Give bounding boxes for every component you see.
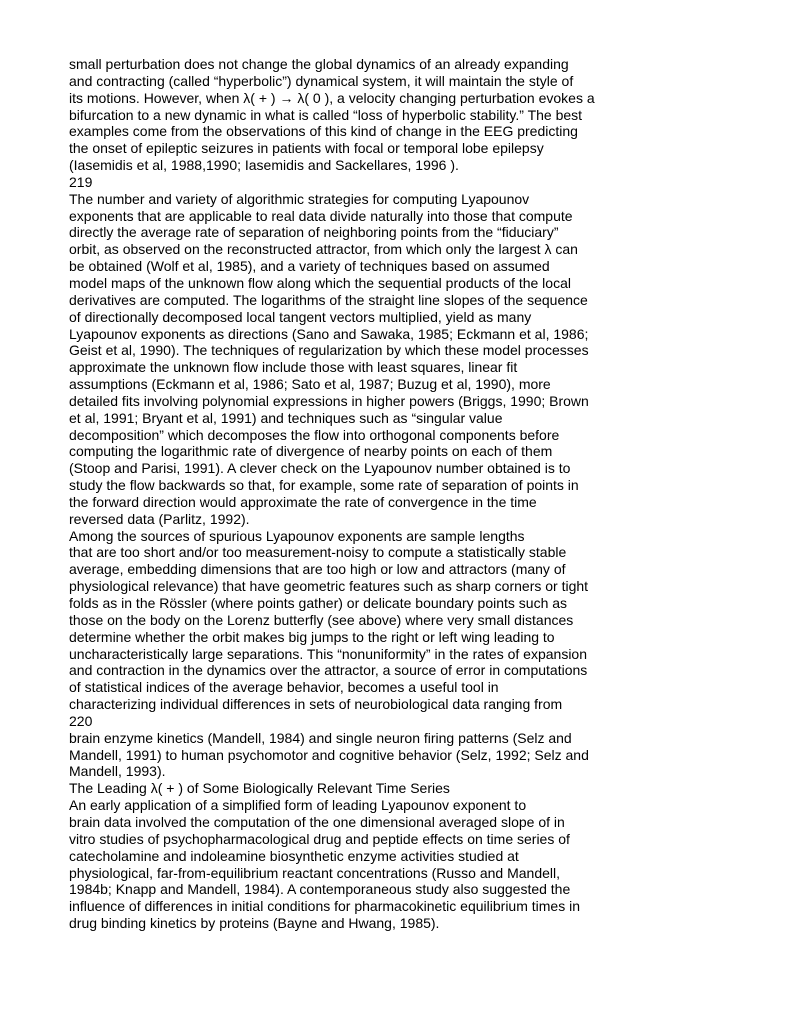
text-line: and contracting (called “hyperbolic”) dynamical system, it will maintain the style of	[69, 72, 574, 89]
text-line: physiological relevance) that have geometric features such as sharp corners or tight	[69, 578, 589, 595]
text-line: its motions. However, when λ( + ) → λ( 0 ), a velocity changing perturbation evokes a	[69, 89, 595, 106]
text-line: An early application of a simplified form of leading Lyapounov exponent to	[69, 797, 527, 814]
text-line: Lyapounov exponents as directions (Sano and Sawaka, 1985; Eckmann et al, 1986;	[69, 325, 589, 342]
text-line: brain data involved the computation of the one dimensional averaged slope of in	[69, 813, 565, 830]
text-line: approximate the unknown flow include those with least squares, linear fit	[69, 359, 518, 376]
text-line: Geist et al, 1990). The techniques of regularization by which these model processes	[69, 342, 589, 359]
text-line: the forward direction would approximate the rate of convergence in the time	[69, 493, 537, 510]
text-line: brain enzyme kinetics (Mandell, 1984) and single neuron firing patterns (Selz and	[69, 729, 572, 746]
text-line: be obtained (Wolf et al, 1985), and a variety of techniques based on assumed	[69, 258, 550, 275]
text-line: examples come from the observations of this kind of change in the EEG predicting	[69, 123, 578, 140]
text-line: computing the logarithmic rate of divergence of nearby points on each of them	[69, 443, 553, 460]
text-line: et al, 1991; Bryant et al, 1991) and techniques such as “singular value	[69, 409, 503, 426]
text-line: 219	[69, 173, 93, 190]
text-line: The number and variety of algorithmic strategies for computing Lyapounov	[69, 190, 530, 207]
text-line: detailed fits involving polynomial expressions in higher powers (Briggs, 1990; Brown	[69, 392, 589, 409]
text-line: physiological, far-from-equilibrium reactant concentrations (Russo and Mandell,	[69, 864, 561, 881]
text-line: assumptions (Eckmann et al, 1986; Sato et al, 1987; Buzug et al, 1990), more	[69, 376, 551, 393]
text-line: drug binding kinetics by proteins (Bayne and Hwang, 1985).	[69, 915, 440, 932]
text-line: (Iasemidis et al, 1988,1990; Iasemidis and Sackellares, 1996 ).	[69, 157, 459, 174]
text-line: influence of differences in initial conditions for pharmacokinetic equilibrium times in	[69, 898, 580, 915]
text-line: The Leading λ( + ) of Some Biologically Relevant Time Series	[69, 780, 450, 797]
text-line: vitro studies of psychopharmacological drug and peptide effects on time series of	[69, 830, 570, 847]
text-line: directly the average rate of separation of neighboring points from the “fiduciary”	[69, 224, 559, 241]
text-line: and contraction in the dynamics over the attractor, a source of error in computations	[69, 662, 588, 679]
text-line: exponents that are applicable to real data divide naturally into those that compute	[69, 207, 573, 224]
text-line: derivatives are computed. The logarithms of the straight line slopes of the sequence	[69, 291, 588, 308]
text-line: characterizing individual differences in sets of neurobiological data ranging from	[69, 696, 563, 713]
text-line: small perturbation does not change the global dynamics of an already expanding	[69, 56, 569, 72]
text-line: that are too short and/or too measurement-noisy to compute a statistically stable	[69, 544, 567, 561]
text-line: catecholamine and indoleamine biosynthetic enzyme activities studied at	[69, 847, 519, 864]
text-line: of directionally decomposed local tangent vectors multiplied, yield as many	[69, 308, 532, 325]
text-line: Among the sources of spurious Lyapounov exponents are sample lengths	[69, 527, 525, 544]
text-line: average, embedding dimensions that are too high or low and attractors (many of	[69, 561, 566, 578]
text-line: model maps of the unknown flow along which the sequential products of the local	[69, 274, 571, 291]
text-line: of statistical indices of the average behavior, becomes a useful tool in	[69, 679, 499, 696]
text-line: uncharacteristically large separations. This “nonuniformity” in the rates of expansion	[69, 645, 587, 662]
document-page	[69, 56, 659, 932]
text-line: those on the body on the Lorenz butterfly (see above) where very small distances	[69, 611, 574, 628]
text-line: (Stoop and Parisi, 1991). A clever check on the Lyapounov number obtained is to	[69, 460, 571, 477]
text-line: Mandell, 1993).	[69, 763, 166, 780]
text-line: decomposition” which decomposes the flow into orthogonal components before	[69, 426, 560, 443]
text-line: 220	[69, 712, 93, 729]
text-line: 1984b; Knapp and Mandell, 1984). A contemporaneous study also suggested the	[69, 881, 571, 898]
text-line: the onset of epileptic seizures in patients with focal or temporal lobe epilepsy	[69, 140, 544, 157]
text-line: bifurcation to a new dynamic in what is called “loss of hyperbolic stability.” The best	[69, 106, 583, 123]
text-line: orbit, as observed on the reconstructed attractor, from which only the largest λ can	[69, 241, 578, 258]
text-line: study the flow backwards so that, for example, some rate of separation of points in	[69, 477, 579, 494]
text-line: determine whether the orbit makes big jumps to the right or left wing leading to	[69, 628, 555, 645]
text-line: Mandell, 1991) to human psychomotor and cognitive behavior (Selz, 1992; Selz and	[69, 746, 589, 763]
text-line: folds as in the Rössler (where points gather) or delicate boundary points such as	[69, 595, 568, 611]
text-line: reversed data (Parlitz, 1992).	[69, 510, 250, 527]
